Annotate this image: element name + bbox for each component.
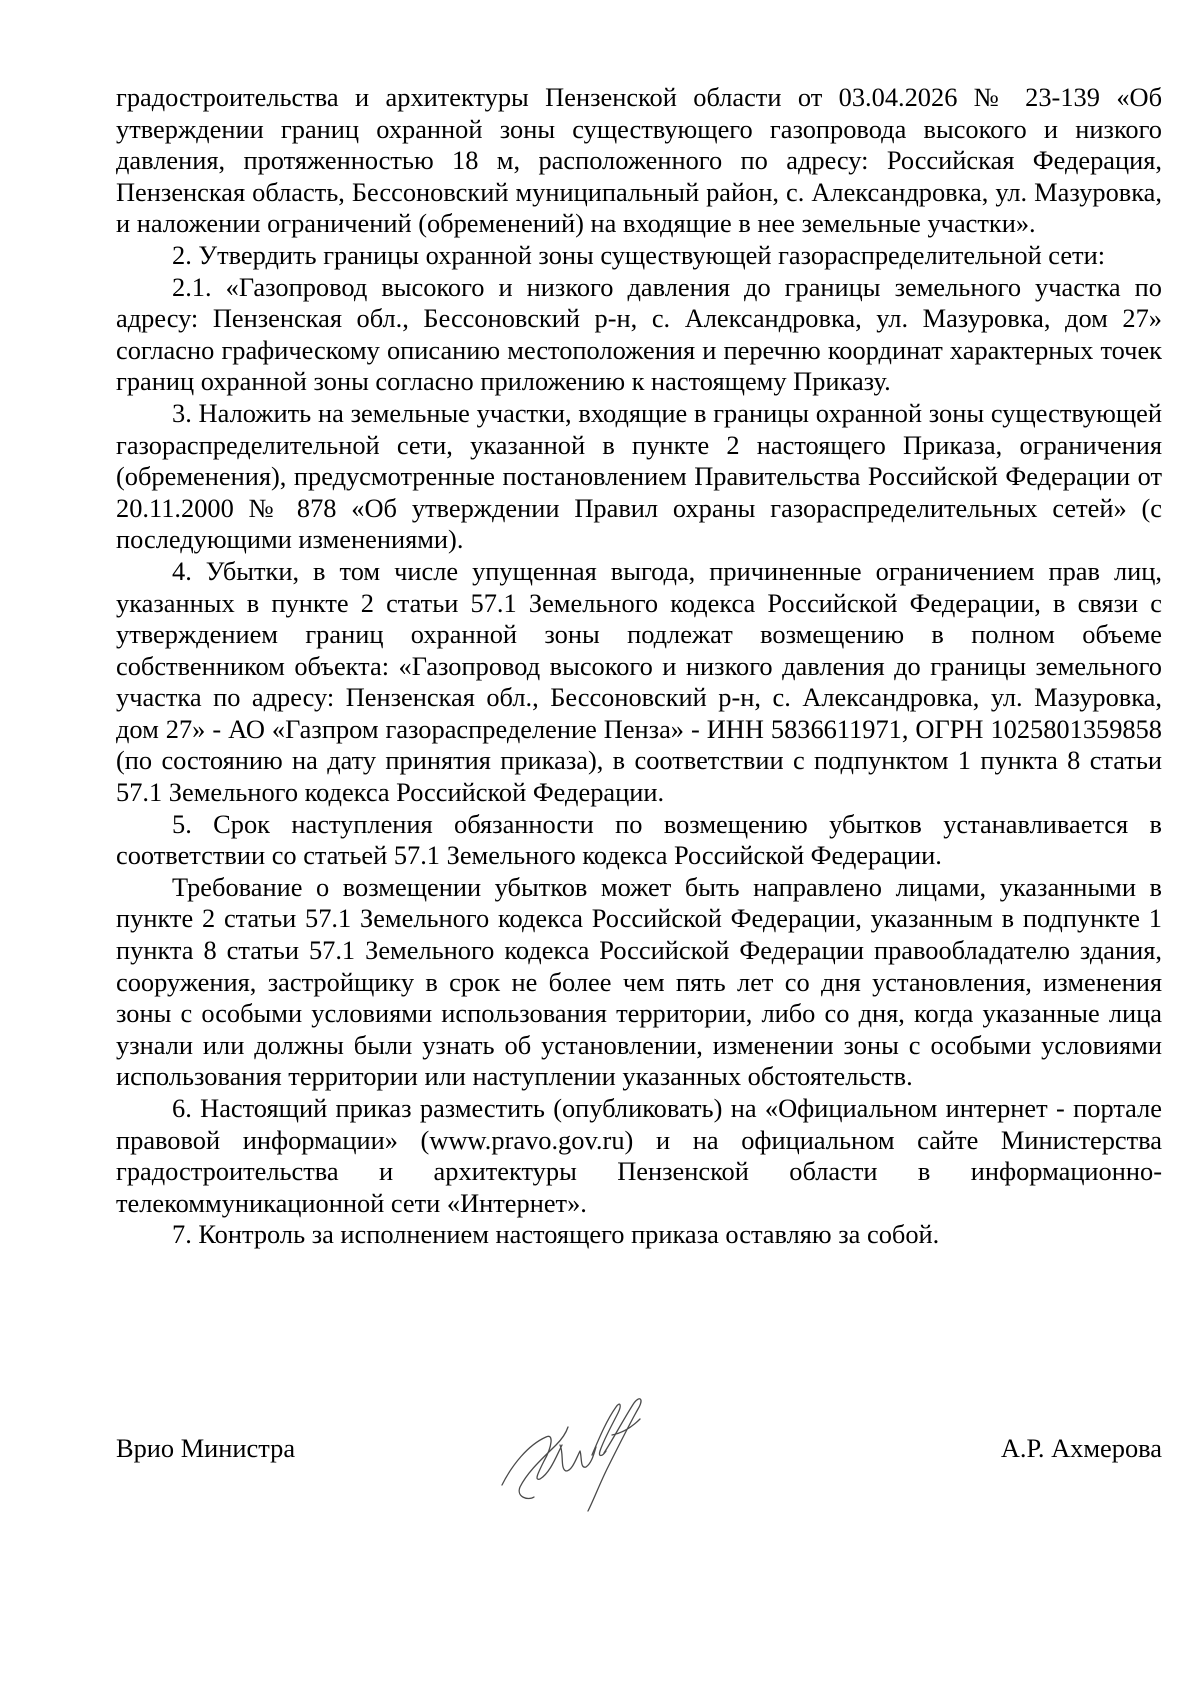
signer-name: А.Р. Ахмерова: [1000, 1433, 1162, 1463]
paragraph-item-6: 6. Настоящий приказ разместить (опубликовать) на «Официальном интернет - портале правовой информации» (www.pravo.gov.ru) и на официальном сайте Министерства градостроительства и архитектуры Пензенской области в информационно-телекоммуникационной сети «Интернет».: [116, 1093, 1162, 1218]
paragraph-item-4: 4. Убытки, в том числе упущенная выгода, причиненные ограничением прав лиц, указанных в пункте 2 статьи 57.1 Земельного кодекса Российской Федерации, в связи с утверждением границ охранной зоны подлежат возмещению в полном объеме собственником объекта: «Газопровод высокого и низкого давления до границы земельного участка по адресу: Пензенская обл., Бессоновский р-н, с. Александровка, ул. Мазуровка, дом 27» - АО «Газпром газораспределение Пенза» - ИНН 5836611971, ОГРН 1025801359858 (по состоянию на дату принятия приказа), в соответствии с подпунктом 1 пункта 8 статьи 57.1 Земельного кодекса Российской Федерации.: [116, 555, 1162, 808]
document-body: [116, 82, 1162, 1251]
paragraph-continuation: градостроительства и архитектуры Пензенской области от 03.04.2026 № 23-139 «Об утверждении границ охранной зоны существующего газопровода высокого и низкого давления, протяженностью 18 м, расположенного по адресу: Российская Федерация, Пензенская область, Бессоновский муниципальный район, с. Александровка, ул. Мазуровка, и наложении ограничений (обременений) на входящие в нее земельные участки».: [116, 82, 1162, 239]
handwritten-signature: [494, 1385, 664, 1515]
paragraph-item-2-1: 2.1. «Газопровод высокого и низкого давления до границы земельного участка по адресу: Пензенская обл., Бессоновский р-н, с. Александровка, ул. Мазуровка, дом 27» согласно графическому описанию местоположения и перечню координат характерных точек границ охранной зоны согласно приложению к настоящему Приказу.: [116, 271, 1162, 397]
paragraph-item-2: 2. Утвердить границы охранной зоны существующей газораспределительной сети:: [172, 239, 1106, 270]
paragraph-damages-claim: Требование о возмещении убытков может быть направлено лицами, указанными в пункте 2 статьи 57.1 Земельного кодекса Российской Федерации, указанным в подпункте 1 пункта 8 статьи 57.1 Земельного кодекса Российской Федерации правообладателю здания, сооружения, застройщику в срок не более чем пять лет со дня установления, изменения зоны с особыми условиями использования территории, либо со дня, когда указанные лица узнали или должны были узнать об установлении, изменении зоны с особыми условиями использования территории или наступлении указанных обстоятельств.: [116, 871, 1162, 1092]
paragraph-item-7: 7. Контроль за исполнением настоящего приказа оставляю за собой.: [172, 1219, 940, 1250]
paragraph-item-5: 5. Срок наступления обязанности по возмещению убытков устанавливается в соответствии со статьей 57.1 Земельного кодекса Российской Федерации.: [116, 808, 1162, 871]
signer-position: Врио Министра: [116, 1433, 296, 1463]
paragraph-item-3: 3. Наложить на земельные участки, входящие в границы охранной зоны существующей газораспределительной сети, указанной в пункте 2 настоящего Приказа, ограничения (обременения), предусмотренные постановлением Правительства Российской Федерации от 20.11.2000 № 878 «Об утверждении Правил охраны газораспределительных сетей» (с последующими изменениями).: [116, 397, 1162, 555]
